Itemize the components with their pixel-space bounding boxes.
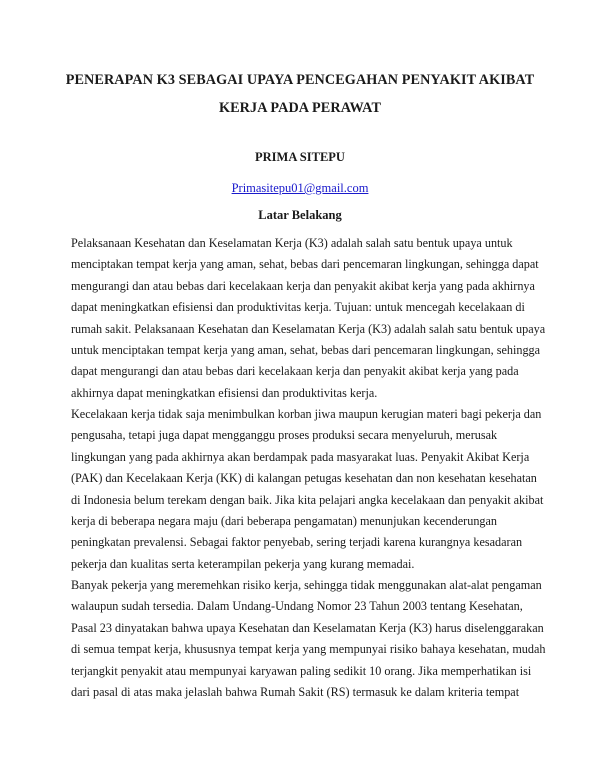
text-line: mengurangi dan atau bebas dari kecelakaan kerja dan penyakit akibat kerja yang pada akhirnya [71,278,535,293]
text-line: (PAK) dan Kecelakaan Kerja (KK) di kalangan petugas kesehatan dan non kesehatan kesehatan [71,471,537,486]
text-line: lingkungan yang pada akhirnya akan berdampak pada masyarakat luas. Penyakit Akibat Kerja [71,449,530,464]
paragraph-3 [71,575,546,703]
text-line: terjangkit penyakit atau mempunyai karyawan paling sedikit 10 orang. Jika memperhatikan isi [71,663,532,678]
text-line: dapat meningkatkan efisiensi dan produktivitas kerja. Tujuan: untuk mencegah kecelakaan di [71,300,525,315]
text-line: Pelaksanaan Kesehatan dan Keselamatan Kerja (K3) adalah salah satu bentuk upaya untuk [71,236,513,250]
text-line: walaupun sudah tersedia. Dalam Undang-Undang Nomor 23 Tahun 2003 tentang Kesehatan, [71,599,523,614]
text-line: pengusaha, tetapi juga dapat mengganggu proses produksi secara menyeluruh, merusak [71,428,498,443]
section-heading: Latar Belakang [258,208,342,222]
paragraph-1 [71,233,546,404]
author-name: PRIMA SITEPU [255,150,345,164]
text-line: kerja di beberapa negara maju (dari beberapa pengamatan) menunjukan kecenderungan [71,513,498,528]
text-line: peningkatan prevalensi. Sebagai faktor penyebab, sering terjadi karena kurangnya kesadaran [71,535,523,550]
text-line: dapat mengurangi dan atau bebas dari kecelakaan kerja dan penyakit akibat kerja yang pada [71,364,519,379]
text-line: di semua tempat kerja, khususnya tempat kerja yang mempunyai risiko bahaya kesehatan, mudah [71,642,546,657]
text-line: Pasal 23 dinyatakan bahwa upaya Kesehatan dan Keselamatan Kerja (K3) harus diselenggarakan [71,620,544,635]
email-link[interactable]: Primasitepu01@gmail.com [231,181,369,195]
title-line-1: PENERAPAN K3 SEBAGAI UPAYA PENCEGAHAN PENYAKIT AKIBAT [65,72,535,88]
paper-title [60,66,540,122]
text-line: rumah sakit. Pelaksanaan Kesehatan dan Keselamatan Kerja (K3) adalah salah satu bentuk upaya [71,321,546,336]
text-line: di Indonesia belum terekam dengan baik. Jika kita pelajari angka kecelakaan dan penyakit akibat [71,492,544,507]
text-line: pekerja dan kualitas serta keterampilan pekerja yang kurang memadai. [71,556,415,571]
text-line: Kecelakaan kerja tidak saja menimbulkan korban jiwa maupun kerugian materi bagi pekerja dan [71,407,542,421]
title-line-2: KERJA PADA PERAWAT [218,100,382,116]
text-line: Banyak pekerja yang meremehkan risiko kerja, sehingga tidak menggunakan alat-alat pengaman [71,578,542,592]
author-email [60,181,540,196]
text-line: untuk menciptakan tempat kerja yang aman, sehat, bebas dari pencemaran lingkungan, sehingga [71,342,541,357]
text-line: menciptakan tempat kerja yang aman, sehat, bebas dari pencemaran lingkungan, sehingga dapat [71,257,539,272]
paragraph-2 [71,404,544,575]
text-line: akhirnya dapat meningkatkan efisiensi dan produktivitas kerja. [71,385,378,400]
text-line: dari pasal di atas maka jelaslah bahwa Rumah Sakit (RS) termasuk ke dalam kriteria tempat [71,684,520,699]
